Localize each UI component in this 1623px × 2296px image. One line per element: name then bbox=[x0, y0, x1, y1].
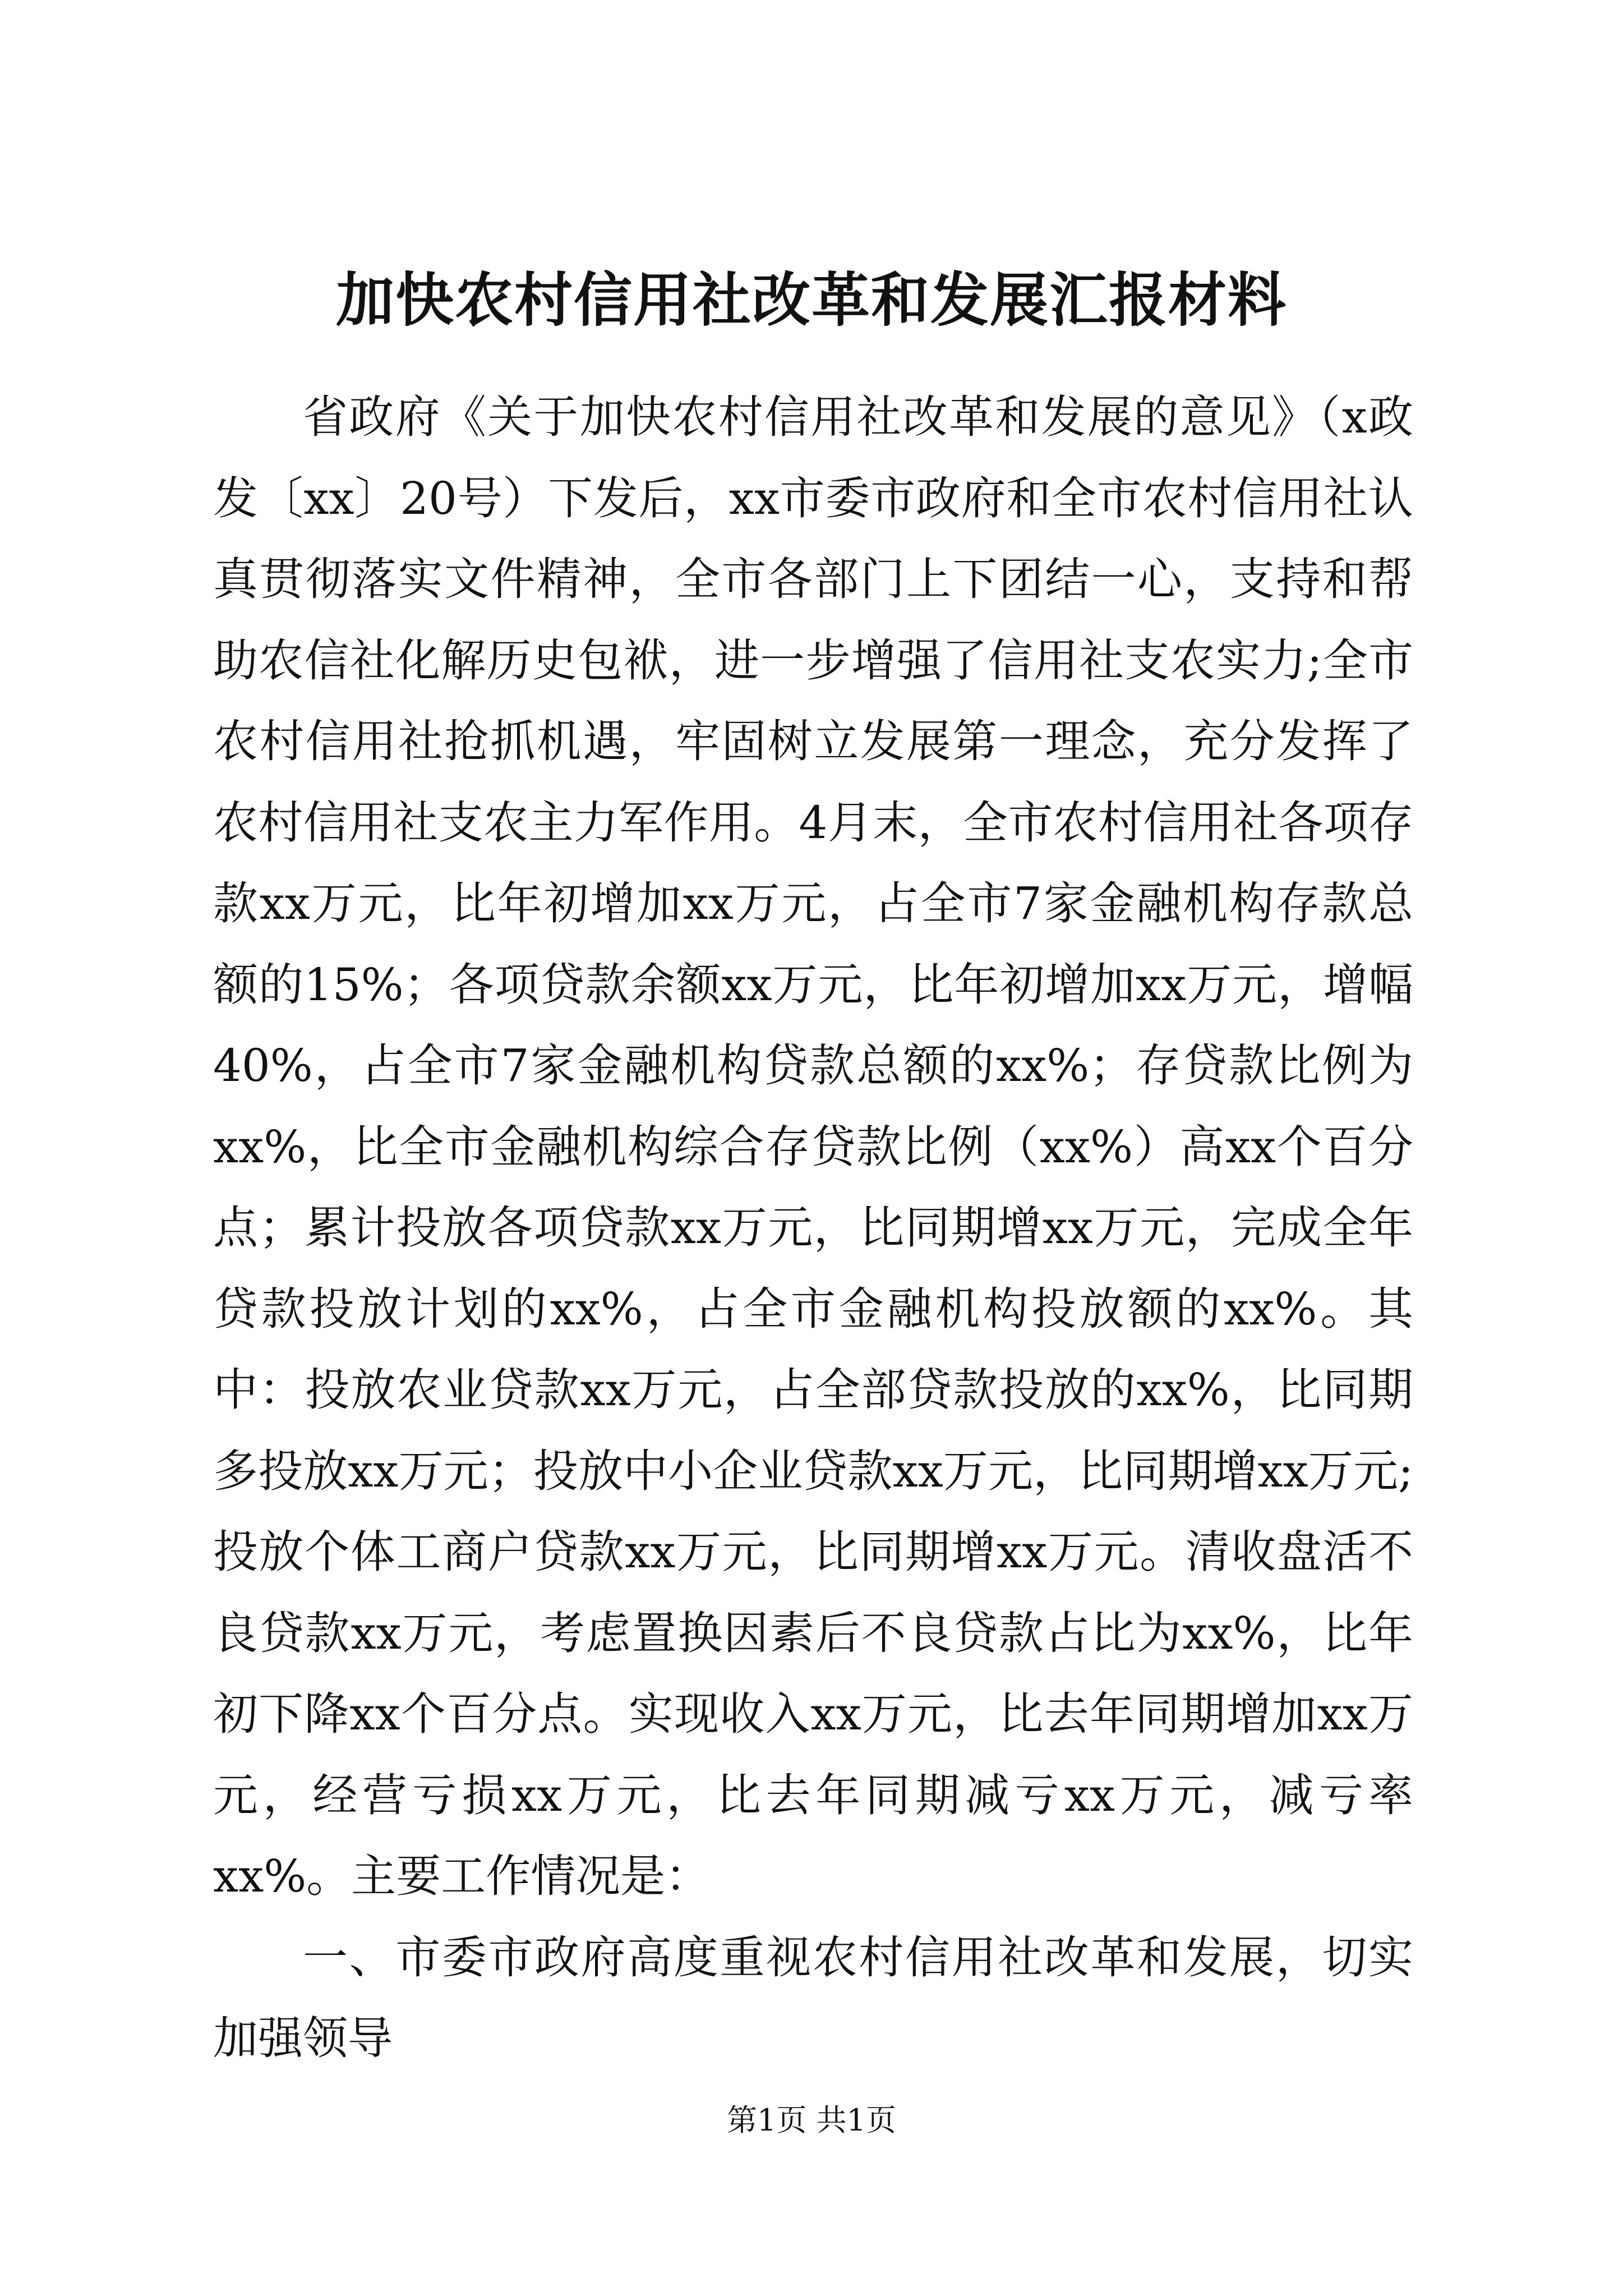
paragraph-intro: 省政府《关于加快农村信用社改革和发展的意见》（x政发〔xx〕20号）下发后，xx市委市政府和全市农村信用社认真贯彻落实文件精神，全市各部门上下团结一心，支持和帮助农信社化解历史包袱，进一步增强了信用社支农实力;全市农村信用社抢抓机遇，牢固树立发展第一理念，充分发挥了农村信用社支农主力军作用。4月末，全市农村信用社各项存款xx万元，比年初增加xx万元，占全市7家金融机构存款总额的15%；各项贷款余额xx万元，比年初增加xx万元，增幅40%，占全市7家金融机构贷款总额的xx%；存贷款比例为xx%，比全市金融机构综合存贷款比例（xx%）高xx个百分点；累计投放各项贷款xx万元，比同期增xx万元，完成全年贷款投放计划的xx%，占全市金融机构投放额的xx%。其中：投放农业贷款xx万元，占全部贷款投放的xx%，比同期多投放xx万元；投放中小企业贷款xx万元，比同期增xx万元;投放个体工商户贷款xx万元，比同期增xx万元。清收盘活不良贷款xx万元，考虑置换因素后不良贷款占比为xx%，比年初下降xx个百分点。实现收入xx万元，比去年同期增加xx万元，经营亏损xx万元，比去年同期减亏xx万元，减亏率xx%。主要工作情况是： bbox=[213, 391, 1413, 1902]
paragraph-section-heading: 一、市委市政府高度重视农村信用社改革和发展，切实加强领导 bbox=[213, 1931, 1413, 2064]
document-body bbox=[213, 377, 1413, 2079]
document-title: 加快农村信用社改革和发展汇报材料 bbox=[335, 265, 1287, 334]
page-footer: 第1页 共1页 bbox=[727, 2102, 896, 2138]
